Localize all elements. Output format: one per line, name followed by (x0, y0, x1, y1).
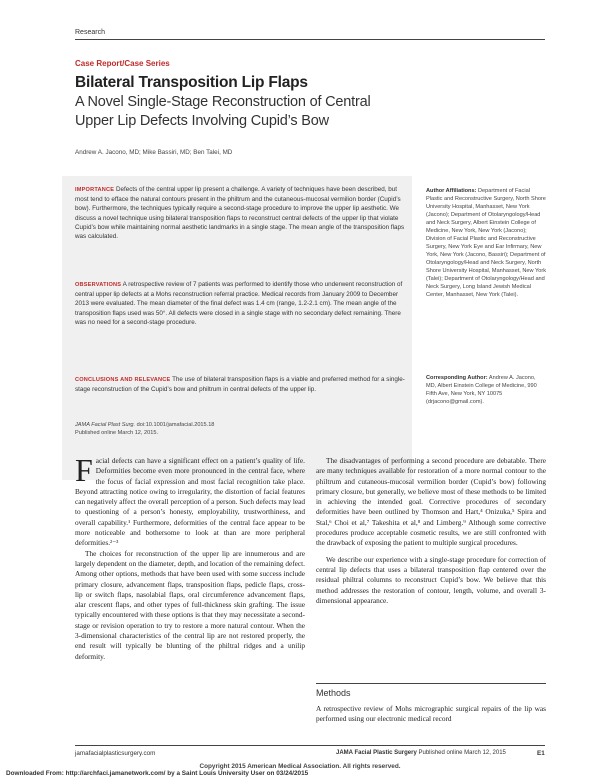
download-stamp: Downloaded From: http://archfaci.jamanetwork.com/ by a Saint Louis University User on 03/24/2015 (6, 770, 309, 777)
article-subtitle-line2: Upper Lip Defects Involving Cupid’s Bow (75, 113, 329, 129)
published-date: Published online March 12, 2015. (75, 430, 159, 436)
article-category: Case Report/Case Series (75, 59, 170, 68)
abstract-importance (75, 185, 405, 241)
methods-text: A retrospective review of Mohs micrographic surgical repairs of the lip was performed using our electronic medical record (316, 704, 546, 724)
footer-date: Published online March 12, 2015 (418, 750, 506, 756)
importance-heading: IMPORTANCE (75, 187, 115, 193)
body-paragraph: We describe our experience with a single-stage procedure for correction of central lip defects that uses a bilateral transposition flap centered over the residual philtral columns to reconstruct Cupid’s bow. We believe that this method addresses the restoration of contour, length, volume, and overall 3-dimensional appearance. (316, 554, 546, 605)
drop-cap: F (75, 452, 93, 488)
body-column-right (316, 456, 546, 606)
body-column-left (75, 452, 305, 662)
body-paragraph: The choices for reconstruction of the upper lip are innumerous and are largely dependent on the diameter, depth, and location of the remaining defect. Among other options, methods that have been used with some success include primary closure, advancement flaps, transposition flaps, pedicle flaps, cross-lip or switch flaps, nasolabial flaps, oral circumference advancement flaps, alar crescent flaps, and other types of full-thickness skin grafting. The issue typically encountered with these options is that they may necessitate a second-stage or revision operation to try to restore a more natural contour. When the 3-dimensional characteristics of the central lip are not restored properly, the end result will typically be blunting of the philtral ridges and a unilip deformity. (75, 548, 305, 661)
footer-divider (75, 745, 545, 746)
article-title: Bilateral Transposition Lip Flaps (75, 74, 308, 91)
footer-journal-info (336, 750, 506, 756)
author-affiliations (426, 187, 546, 299)
abstract-conclusions (75, 375, 405, 394)
observations-text: A retrospective review of 7 patients was performed to identify those who underwent reconstruction of central upper lip defects at a Mohs reconstruction referral practice. Medical records from January 2009 to December 2013 were evaluated. The mean diameter of the final defect was 1.4 cm (range, 1.2-2.1 cm). The mean angle of the transposition flaps used was 50°. All defects were closed in a single stage with no secondary defect remaining. There was no need for a second-stage procedure. (75, 281, 403, 326)
citation-line (75, 421, 405, 429)
citation-doi: doi:10.1001/jamafacial.2015.18 (136, 422, 215, 428)
affiliations-text: Department of Facial Plastic and Reconstructive Surgery, North Shore University Hospital, Manhasset, New York (Jacono); Department of Otolaryngology/Head and Neck Surgery, Albert Einstein College of Medicine, New York, New York (Jacono); Division of Facial Plastic and Reconstructive Surgery, New York Eye and Ear Infirmary, New York, New York (Jacono, Bassiri); Department of Otolaryngology/Head and Neck Surgery, North Shore University Hospital, Manhasset, New York (Talei); Department of Otolaryngology/Head and Neck Surgery, Long Island Jewish Medical Center, Manhasset, New York (Talei). (426, 188, 547, 298)
corresponding-heading: Corresponding Author: (426, 375, 488, 381)
top-divider (75, 39, 545, 40)
abstract-box (62, 176, 412, 480)
copyright-notice: Copyright 2015 American Medical Association. All rights reserved. (199, 763, 401, 770)
affiliations-heading: Author Affiliations: (426, 188, 477, 194)
body-paragraph: The disadvantages of performing a second procedure are debatable. There are many techniques available for restoration of a more normal contour to the philtrum and cutaneous-mucosal vermilion border (Cupid’s bow) following primary closure, but generally, we believe most of these methods to be limited in achieving the intended goal. Corrective procedures of secondary deformities have been outlined by Thomson and Hart,⁴ Onizuka,⁵ Spira and Stal,⁶ Choi et al,⁷ Takeshita et al,⁸ and Limberg.⁹ Although some corrective procedures produce acceptable cosmetic results, we are still confronted with the drawback of exposing the patient to multiple surgical procedures. (316, 456, 546, 548)
citation-journal: JAMA Facial Plast Surg. (75, 422, 136, 428)
paragraph-text: acial defects can have a significant effect on a patient’s quality of life. Deformities become even more pronounced in the central face, where the focus of facial expression and most facial recognition take place. Beyond attracting notice owing to irregularity, the distortion of facial features can negatively affect the overall perception of a person. Such defects may lead to questioning of a person’s honesty, employability, trustworthiness, and overall capability.¹ Furthermore, deformities of the central face appear to be more noticeable and bothersome to look at than are more peripheral deformities.²⁻³ (75, 456, 305, 548)
footer-journal: JAMA Facial Plastic Surgery (336, 750, 417, 756)
methods-divider (316, 683, 546, 684)
corresponding-text: Andrew A. Jacono, MD, Albert Einstein College of Medicine, 990 Fifth Ave, New York, NY 10075 (drjacono@gmail.com). (426, 375, 537, 405)
section-label: Research (75, 29, 105, 36)
page-number: E1 (537, 750, 545, 757)
corresponding-author (426, 374, 546, 406)
importance-text: Defects of the central upper lip present a challenge. A variety of techniques have been described, but most tend to efface the natural contours present in the philtrum and the cutaneous-mucosal vermilion border (Cupid’s bow). Furthermore, the techniques typically require a second-stage procedure to improve the upper lip aesthetic. We discuss a novel technique using bilateral transposition flaps to reconstruct central defects of the upper lip that violate Cupid’s bow while maintaining normal aesthetic landmarks in a single stage. The mean angle of the transposition flaps was calculated. (75, 186, 405, 241)
journal-website: jamafacialplasticsurgery.com (75, 750, 156, 757)
author-list: Andrew A. Jacono, MD; Mike Bassiri, MD; Ben Talei, MD (75, 149, 233, 156)
observations-heading: OBSERVATIONS (75, 282, 122, 288)
conclusions-text: The use of bilateral transposition flaps is a viable and preferred method for a single-stage reconstruction of the Cupid’s bow and philtrum in central defects of the upper lip. (75, 376, 405, 394)
body-paragraph (75, 452, 305, 549)
article-subtitle-line1: A Novel Single-Stage Reconstruction of Central (75, 94, 371, 110)
abstract-observations (75, 280, 405, 327)
methods-heading: Methods (316, 688, 351, 698)
conclusions-heading: CONCLUSIONS AND RELEVANCE (75, 377, 171, 383)
